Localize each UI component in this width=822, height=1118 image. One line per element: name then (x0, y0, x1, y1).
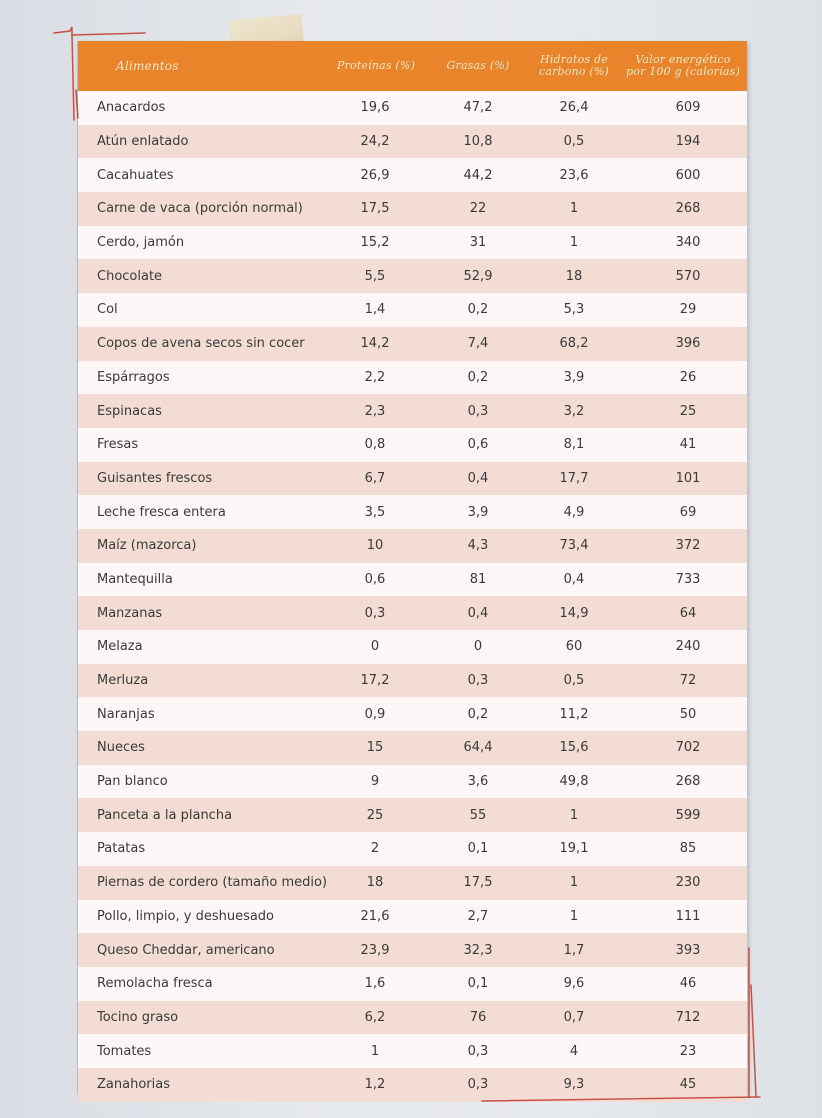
cell-carbs: 9,3 (563, 1077, 585, 1093)
cell-energy: 69 (679, 504, 697, 520)
header-energy-line1: Valor energético (635, 53, 731, 66)
cell-fat: 64,4 (463, 740, 493, 756)
cell-carbs: 8,1 (563, 437, 585, 453)
table-row (78, 630, 747, 664)
cell-carbs: 19,1 (559, 841, 589, 857)
cell-fat: 55 (469, 807, 487, 823)
cell-fat: 22 (469, 201, 487, 217)
cell-energy: 101 (675, 470, 701, 486)
cell-protein: 9 (370, 774, 380, 790)
header-carbs-line2: carbono (%) (538, 65, 610, 78)
cell-protein: 5,5 (364, 268, 386, 284)
cell-food: Patatas (97, 841, 146, 857)
cell-fat: 0,3 (467, 1043, 489, 1059)
cell-energy: 64 (679, 605, 697, 621)
cell-food: Fresas (97, 437, 139, 453)
cell-fat: 0,3 (467, 403, 489, 419)
pen-mark-bottom-right-vertical-2 (751, 985, 756, 1096)
table-row (78, 529, 747, 563)
table-row (78, 158, 747, 192)
cell-food: Copos de avena secos sin cocer (97, 336, 305, 352)
cell-carbs: 0,7 (563, 1009, 585, 1025)
cell-carbs: 1 (569, 908, 579, 924)
cell-protein: 6,7 (364, 470, 386, 486)
cell-food: Col (97, 302, 118, 318)
cell-fat: 3,6 (467, 774, 489, 790)
cell-energy: 23 (679, 1043, 697, 1059)
header-carbs-line1: Hidratos de (540, 53, 608, 66)
cell-fat: 0,2 (467, 706, 489, 722)
cell-fat: 4,3 (467, 538, 489, 554)
cell-protein: 0,8 (364, 437, 386, 453)
nutrition-table (77, 41, 747, 1094)
cell-energy: 372 (675, 538, 701, 554)
cell-carbs: 1 (569, 201, 579, 217)
cell-protein: 2,3 (364, 403, 386, 419)
cell-protein: 6,2 (364, 1009, 386, 1025)
cell-food: Espárragos (97, 369, 170, 385)
cell-energy: 41 (679, 437, 697, 453)
cell-carbs: 3,2 (563, 403, 585, 419)
cell-fat: 2,7 (467, 908, 489, 924)
cell-fat: 0,3 (467, 1077, 489, 1093)
cell-food: Queso Cheddar, americano (97, 942, 275, 958)
table-row (78, 91, 747, 125)
cell-protein: 26,9 (360, 167, 390, 183)
cell-fat: 0,1 (467, 976, 489, 992)
cell-energy: 268 (675, 774, 701, 790)
header-energy-line2: por 100 g (calorías) (626, 65, 740, 78)
cell-food: Remolacha fresca (97, 976, 213, 992)
cell-fat: 0,6 (467, 437, 489, 453)
table-row (78, 664, 747, 698)
cell-fat: 0,4 (467, 605, 489, 621)
cell-fat: 32,3 (463, 942, 493, 958)
cell-protein: 0,9 (364, 706, 386, 722)
cell-protein: 24,2 (360, 134, 390, 150)
cell-carbs: 1 (569, 235, 579, 251)
cell-energy: 609 (675, 100, 701, 116)
cell-carbs: 60 (565, 639, 583, 655)
table-row (78, 394, 747, 428)
cell-protein: 1 (370, 1043, 380, 1059)
cell-food: Atún enlatado (97, 134, 189, 150)
cell-carbs: 68,2 (559, 336, 589, 352)
table-row (78, 967, 747, 1001)
table-row (78, 226, 747, 260)
cell-carbs: 0,4 (563, 571, 585, 587)
pen-mark-top-left-horizontal (54, 27, 145, 35)
cell-protein: 2,2 (364, 369, 386, 385)
cell-food: Chocolate (97, 268, 163, 284)
cell-protein: 21,6 (360, 908, 390, 924)
cell-food: Cacahuates (97, 167, 174, 183)
cell-protein: 1,2 (364, 1077, 386, 1093)
cell-energy: 72 (679, 673, 697, 689)
pen-mark-top-left-vertical (72, 35, 74, 120)
cell-fat: 0,2 (467, 302, 489, 318)
cell-food: Maíz (mazorca) (97, 538, 197, 554)
table-row (78, 361, 747, 395)
table-row (78, 495, 747, 529)
cell-protein: 0 (370, 639, 380, 655)
cell-carbs: 3,9 (563, 369, 585, 385)
cell-food: Pollo, limpio, y deshuesado (97, 908, 275, 924)
cell-energy: 240 (675, 639, 701, 655)
table-row (78, 1034, 747, 1068)
cell-fat: 0 (473, 639, 483, 655)
table-row (78, 428, 747, 462)
table-row (78, 462, 747, 496)
cell-protein: 23,9 (360, 942, 390, 958)
cell-energy: 46 (679, 976, 697, 992)
cell-energy: 340 (675, 235, 701, 251)
cell-protein: 3,5 (364, 504, 386, 520)
cell-food: Anacardos (97, 100, 166, 116)
table-row (78, 765, 747, 799)
cell-food: Merluza (97, 673, 149, 689)
table-row (78, 832, 747, 866)
cell-food: Nueces (97, 740, 145, 756)
table-row (78, 327, 747, 361)
table-row (78, 1001, 747, 1035)
cell-protein: 17,2 (360, 673, 390, 689)
cell-protein: 19,6 (360, 100, 390, 116)
cell-carbs: 18 (565, 268, 583, 284)
cell-energy: 45 (679, 1077, 697, 1093)
cell-fat: 10,8 (463, 134, 493, 150)
cell-energy: 26 (679, 369, 697, 385)
cell-food: Piernas de cordero (tamaño medio) (97, 875, 328, 891)
cell-food: Tomates (97, 1043, 152, 1059)
cell-carbs: 0,5 (563, 673, 585, 689)
cell-energy: 599 (675, 807, 701, 823)
cell-protein: 14,2 (360, 336, 390, 352)
table-row (78, 933, 747, 967)
cell-carbs: 14,9 (559, 605, 589, 621)
cell-energy: 194 (675, 134, 701, 150)
cell-carbs: 15,6 (559, 740, 589, 756)
cell-food: Mantequilla (97, 571, 173, 587)
cell-carbs: 1,7 (563, 942, 585, 958)
table-row (78, 731, 747, 765)
table-row (78, 866, 747, 900)
cell-energy: 702 (675, 740, 701, 756)
cell-fat: 0,4 (467, 470, 489, 486)
cell-fat: 0,1 (467, 841, 489, 857)
cell-food: Cerdo, jamón (97, 235, 185, 251)
cell-energy: 600 (675, 167, 701, 183)
cell-carbs: 0,5 (563, 134, 585, 150)
cell-carbs: 1 (569, 807, 579, 823)
table-row (78, 798, 747, 832)
header-carbs (525, 41, 623, 91)
cell-food: Espinacas (97, 403, 162, 419)
cell-protein: 15 (366, 740, 384, 756)
cell-food: Panceta a la plancha (97, 807, 233, 823)
cell-protein: 2 (370, 841, 380, 857)
cell-protein: 18 (366, 875, 384, 891)
cell-fat: 3,9 (467, 504, 489, 520)
cell-food: Carne de vaca (porción normal) (97, 201, 303, 217)
cell-fat: 44,2 (463, 167, 493, 183)
cell-protein: 0,6 (364, 571, 386, 587)
cell-fat: 31 (469, 235, 487, 251)
cell-carbs: 23,6 (559, 167, 589, 183)
table-row (78, 293, 747, 327)
cell-fat: 76 (469, 1009, 487, 1025)
cell-carbs: 17,7 (559, 470, 589, 486)
cell-food: Zanahorias (97, 1077, 170, 1093)
table-row (78, 596, 747, 630)
cell-energy: 111 (675, 908, 701, 924)
cell-protein: 0,3 (364, 605, 386, 621)
table-row (78, 563, 747, 597)
cell-carbs: 11,2 (559, 706, 589, 722)
cell-food: Guisantes frescos (97, 470, 213, 486)
cell-fat: 0,3 (467, 673, 489, 689)
cell-carbs: 73,4 (559, 538, 589, 554)
cell-protein: 1,4 (364, 302, 386, 318)
table-header (78, 41, 747, 91)
cell-protein: 25 (366, 807, 384, 823)
cell-protein: 15,2 (360, 235, 390, 251)
cell-energy: 230 (675, 875, 701, 891)
cell-food: Melaza (97, 639, 143, 655)
cell-fat: 81 (469, 571, 487, 587)
cell-energy: 570 (675, 268, 701, 284)
cell-protein: 10 (366, 538, 384, 554)
cell-fat: 0,2 (467, 369, 489, 385)
table-row (78, 1068, 747, 1102)
cell-food: Naranjas (97, 706, 155, 722)
table-row (78, 900, 747, 934)
cell-food: Manzanas (97, 605, 163, 621)
table-body (78, 91, 747, 1102)
cell-food: Pan blanco (97, 774, 168, 790)
cell-protein: 1,6 (364, 976, 386, 992)
cell-carbs: 49,8 (559, 774, 589, 790)
cell-fat: 17,5 (463, 875, 493, 891)
header-energy (616, 41, 750, 91)
cell-energy: 733 (675, 571, 701, 587)
cell-energy: 50 (679, 706, 697, 722)
cell-energy: 393 (675, 942, 701, 958)
cell-fat: 47,2 (463, 100, 493, 116)
header-protein: Proteínas (%) (336, 59, 416, 72)
table-row (78, 259, 747, 293)
cell-carbs: 26,4 (559, 100, 589, 116)
cell-energy: 396 (675, 336, 701, 352)
header-fat: Grasas (%) (446, 59, 510, 72)
table-row (78, 192, 747, 226)
cell-energy: 25 (679, 403, 697, 419)
header-food: Alimentos (116, 59, 179, 73)
cell-protein: 17,5 (360, 201, 390, 217)
cell-carbs: 4,9 (563, 504, 585, 520)
cell-energy: 712 (675, 1009, 701, 1025)
table-row (78, 697, 747, 731)
cell-food: Leche fresca entera (97, 504, 226, 520)
cell-carbs: 1 (569, 875, 579, 891)
cell-carbs: 4 (569, 1043, 579, 1059)
table-row (78, 125, 747, 159)
cell-energy: 268 (675, 201, 701, 217)
cell-food: Tocino graso (97, 1009, 179, 1025)
cell-energy: 29 (679, 302, 697, 318)
cell-carbs: 9,6 (563, 976, 585, 992)
cell-carbs: 5,3 (563, 302, 585, 318)
cell-fat: 7,4 (467, 336, 489, 352)
cell-fat: 52,9 (463, 268, 493, 284)
cell-energy: 85 (679, 841, 697, 857)
